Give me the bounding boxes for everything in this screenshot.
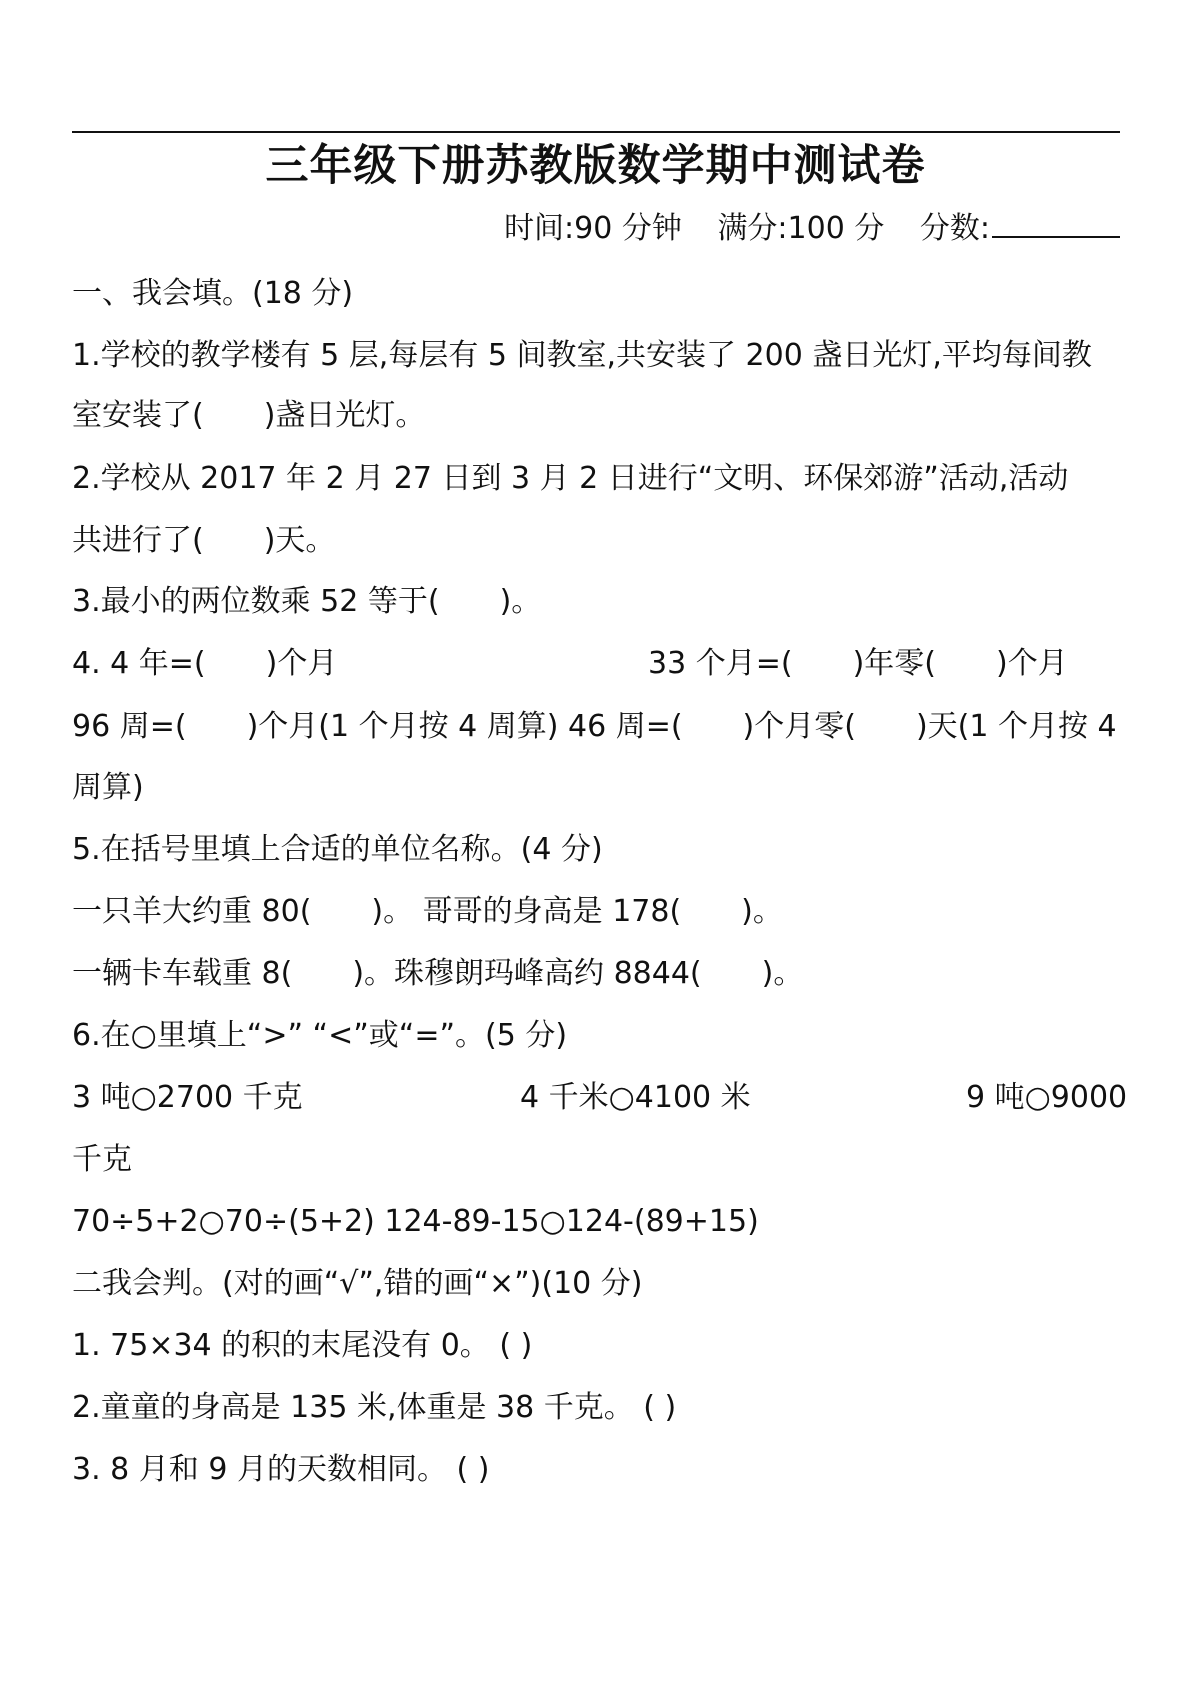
q6-item-3: 9 吨○9000 [966,1080,1128,1115]
q6-heading: 6.在○里填上“>” “<”或“=”。(5 分) [72,1018,568,1053]
q3-line [72,580,541,624]
q3-text-a: 3.最小的两位数乘 52 等于( [72,584,440,619]
q5-r1-text-a: 一只羊大约重 80( [72,894,312,929]
q5-row2 [72,952,803,996]
q2-line2 [72,519,335,563]
q1-text-a: 室安装了( [72,398,204,433]
q4-r1-text-b: )个月 [265,646,338,681]
score-blank[interactable] [992,206,1120,238]
q4-row1-right [648,642,1068,686]
page-title: 三年级下册苏教版数学期中测试卷 [265,141,926,191]
q4-row2 [72,705,1117,749]
q6-item-3-cont: 千克 [72,1142,132,1177]
time-label: 时间:90 分钟 [504,211,682,246]
q4-r2-text-b: )个月(1 个月按 4 周算) 46 周=( [246,709,683,744]
section2-heading: 二我会判。(对的画“√”,错的画“×”)(10 分) [72,1266,643,1301]
q5-r2-text-b: )。珠穆朗玛峰高约 8844( [352,956,702,991]
q4-r1-text-c: 33 个月=( [648,646,793,681]
q3-text-b: )。 [499,584,542,619]
q5-r2-text-a: 一辆卡车载重 8( [72,956,293,991]
judge-item-2: 2.童童的身高是 135 米,体重是 38 千克。 ( ) [72,1390,677,1425]
q1-line1: 1.学校的教学楼有 5 层,每层有 5 间教室,共安装了 200 盏日光灯,平均每间教 [72,338,1092,373]
q4-r1-text-a: 4. 4 年=( [72,646,206,681]
q4-r1-text-e: )个月 [995,646,1068,681]
top-rule [72,131,1120,133]
judge-item-1: 1. 75×34 的积的末尾没有 0。 ( ) [72,1328,533,1363]
q4-row3: 周算) [72,770,144,805]
q2-text-b: )天。 [263,523,336,558]
q2-text-a: 共进行了( [72,523,204,558]
score-label [920,211,1120,246]
q6-row2: 70÷5+2○70÷(5+2) 124-89-15○124-(89+15) [72,1204,759,1239]
score-text: 分数: [919,211,990,246]
q5-heading: 5.在括号里填上合适的单位名称。(4 分) [72,832,603,867]
q1-line2 [72,394,425,438]
q4-r1-text-d: )年零( [852,646,936,681]
q4-r2-text-a: 96 周=( [72,709,187,744]
q5-r2-text-c: )。 [761,956,804,991]
q5-r1-text-c: )。 [741,894,783,929]
q4-row1-left [72,642,337,686]
q4-r2-text-c: )个月零( [742,709,856,744]
q2-line1: 2.学校从 2017 年 2 月 27 日到 3 月 2 日进行“文明、环保郊游”活动,活动 [72,461,1069,496]
q5-r1-text-b: )。 哥哥的身高是 178( [371,894,682,929]
q6-item-2: 4 千米○4100 米 [520,1080,751,1115]
exam-header [504,206,1120,246]
full-score-label: 满分:100 分 [717,211,885,246]
q5-row1 [72,890,783,934]
q4-r2-text-d: )天(1 个月按 4 [915,709,1117,744]
judge-item-3: 3. 8 月和 9 月的天数相同。 ( ) [72,1452,490,1487]
q6-item-1: 3 吨○2700 千克 [72,1080,303,1115]
q1-text-b: )盏日光灯。 [263,398,426,433]
section1-heading: 一、我会填。(18 分) [72,276,354,311]
